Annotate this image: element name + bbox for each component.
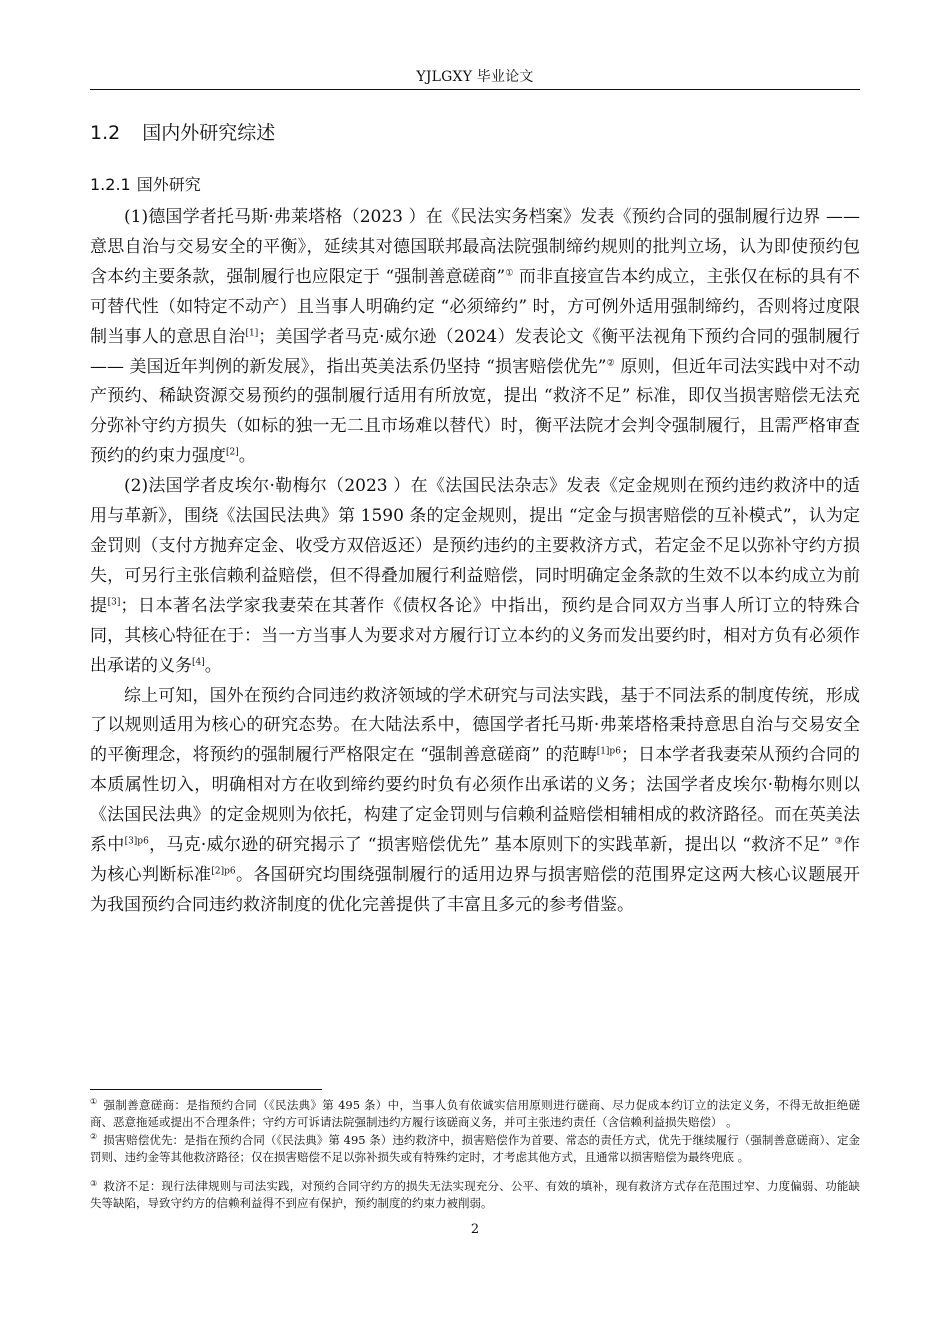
header-divider: [90, 89, 860, 90]
footnote-text: 强制善意磋商：是指预约合同（《民法典》第 495 条）中，当事人负有依诚实信用原则进行磋商、尽力促成本约订立的法定义务，不得无故拒绝磋商、恶意拖延或提出不合理条件；守约方可诉请法院强制违约方履行该磋商义务，并可主张违约责任（含信赖利益损失赔偿） 。: [90, 1098, 860, 1129]
paragraph-1: [90, 203, 860, 472]
subsection-title: 国外研究: [136, 175, 201, 194]
text-run: 。: [204, 655, 222, 676]
footnote-mark: ①: [90, 1097, 98, 1107]
text-run: (2)法国学者皮埃尔·勒梅尔（2023 ）在《法国民法杂志》发表《定金规则在预约违约救济中的适用与革新》，围绕《法国民法典》第 1590 条的定金规则，提出 “定金与损害赔偿的互补模式”，认为定金罚则（支付方抛弃定金、收受方双倍返还）是预约违约的主要救济方式，若定金不足以弥补守约方损失，可另行主张信赖利益赔偿，但不得叠加履行利益赔偿，同时明确定金条款的生效不以本约成立为前提: [90, 476, 860, 616]
footnote-mark: ③: [90, 1178, 98, 1188]
section-title: 国内外研究综述: [142, 122, 276, 144]
footnote-2: [90, 1132, 860, 1165]
footnote-text: 救济不足：现行法律规则与司法实践，对预约合同守约方的损失无法实现充分、公平、有效的填补，现有救济方式存在范围过窄、力度偏弱、功能缺失等缺陷，导致守约方的信赖利益得不到应有保护，预约制度的约束力被削弱。: [90, 1179, 861, 1210]
paragraph-3: [90, 682, 860, 921]
footnote-ref: ①: [505, 268, 514, 279]
citation-ref: [4]: [192, 656, 205, 667]
page-number: 2: [470, 1222, 480, 1237]
footnote-ref: ②: [606, 357, 615, 368]
text-run: 而非直接宣告本约成立，主张仅在标的具有不可替代性（如特定不动产）且当事人明确约定 “必须缔约” 时，方可例外适用强制缔约，否则将过度限制当事人的意思自治: [90, 266, 860, 347]
citation-ref: [1]: [245, 327, 259, 338]
subsection-number: 1.2.1: [90, 175, 131, 194]
footnote-separator: [90, 1089, 322, 1090]
running-header: YJLGXY 毕业论文: [416, 69, 534, 85]
text-run: (1)德国学者托马斯·弗莱塔格（2023 ）在《民法实务档案》发表《预约合同的强制履行边界 —— 意思自治与交易安全的平衡》，延续其对德国联邦最高法院强制缔约规则的批判立场，认为即使预约包含本约主要条款，强制履行也应限定于 “强制善意磋商”: [90, 207, 860, 287]
body-text: [90, 203, 860, 921]
citation-ref: [3]: [107, 597, 121, 608]
footnotes: [90, 1097, 860, 1214]
subsection-heading: [90, 172, 201, 195]
footnote-ref: ③: [834, 836, 844, 847]
citation-ref: [2]p6: [211, 866, 236, 877]
text-run: 原则，但近年司法实践中对不动产预约、稀缺资源交易预约的强制履行适用有所放宽，提出 “救济不足” 标准，即仅当损害赔偿无法充分弥补守约方损失（如标的独一无二且市场难以替代）时，衡平法院才会判令强制履行，且需严格审查预约的约束力强度: [90, 356, 860, 467]
text-run: 作为核心判断标准: [90, 835, 861, 885]
text-run: 综上可知，国外在预约合同违约救济领域的学术研究与司法实践，基于不同法系的制度传统，形成了以规则适用为核心的研究态势。在大陆法系中，德国学者托马斯·弗莱塔格秉持意思自治与交易安全的平衡理念，将预约的强制履行严格限定在 “强制善意磋商” 的范畴: [90, 685, 860, 766]
footnote-text: 损害赔偿优先：是指在预约合同（《民法典》第 495 条）违约救济中，损害赔偿作为首要、常态的责任方式，优先于继续履行（强制善意磋商）、定金罚则、违约金等其他救济路径；仅在损害赔偿不足以弥补损失或有特殊约定时，才考虑其他方式，且通常以损害赔偿为最终兜底 。: [90, 1133, 860, 1164]
footnote-1: [90, 1097, 860, 1130]
paragraph-2: [90, 472, 860, 681]
footnote-3: [90, 1178, 860, 1211]
text-run: ；美国学者马克·威尔逊（2024）发表论文《衡平法视角下预约合同的强制履行 —— 美国近年判例的新发展》，指出英美法系仍坚持 “损害赔偿优先”: [90, 326, 860, 377]
text-run: ；日本学者我妻荣从预约合同的本质属性切入，明确相对方在收到缔约要约时负有必须作出承诺的义务；法国学者皮埃尔·勒梅尔则以《法国民法典》的定金规则为依托，构建了定金罚则与信赖利益赔偿相辅相成的救济路径。而在英美法系中: [90, 745, 860, 856]
text-run: ，马克·威尔逊的研究揭示了 “损害赔偿优先” 基本原则下的实践革新，提出以 “救济不足”: [148, 835, 835, 856]
section-heading: [90, 118, 275, 145]
citation-ref: [1]p6: [596, 746, 621, 757]
text-run: 。各国研究均围绕强制履行的适用边界与损害赔偿的范围界定这两大核心议题展开为我国预约合同违约救济制度的优化完善提供了丰富且多元的参考借鉴。: [90, 864, 861, 915]
text-run: 。: [238, 446, 256, 467]
citation-ref: [2]: [226, 447, 239, 458]
section-number: 1.2: [90, 122, 121, 144]
text-run: ；日本著名法学家我妻荣在其著作《债权各论》中指出，预约是合同双方当事人所订立的特殊合同，其核心特征在于：当一方当事人为要求对方履行订立本约的义务而发出要约时，相对方负有必须作出承诺的义务: [90, 595, 860, 676]
citation-ref: [3]p6: [124, 836, 149, 847]
footnote-mark: ②: [90, 1132, 98, 1142]
